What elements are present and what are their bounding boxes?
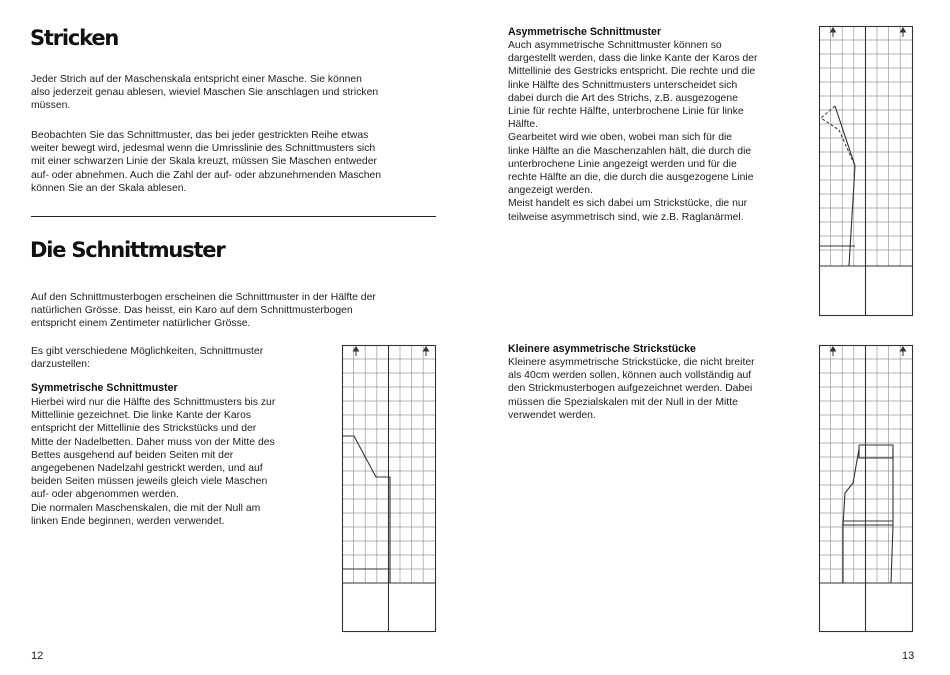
small-asymmetric-pattern-diagram	[819, 345, 914, 632]
page-left	[30, 26, 118, 50]
small-asymmetric-subheading: Kleinere asymmetrische Strickstücke	[508, 343, 696, 355]
schnittmuster-paragraph-2: Es gibt verschiedene Möglichkeiten, Schnittmuster darzustellen:	[31, 346, 264, 371]
page-number-left: 12	[31, 650, 44, 662]
arrow-up-icon	[831, 28, 906, 37]
arrow-up-icon	[831, 347, 906, 356]
symmetric-subheading: Symmetrische Schnittmuster	[31, 382, 178, 394]
page-right	[508, 26, 661, 39]
heading-schnittmuster: Die Schnittmuster	[30, 238, 225, 262]
symmetric-text: Hierbei wird nur die Hälfte des Schnittmusters bis zur Mittellinie gezeichnet. Die linke Kante der Karos entspricht der Mittellinie des Strickstücks und der Mitte der Nadelbetten. Daher muss von der Mitte des Bettes ausgehend auf beiden Seiten mit der angegebenen Nadelzahl gestrickt werden, und auf beiden Seiten müssen jeweils gleich viele Maschen auf- oder abgenommen werden. Die normalen Maschenskalen, die mit der Null am linken Ende beginnen, werden verwendet.	[31, 397, 276, 527]
asymmetric-text: Auch asymmetrische Schnittmuster können so dargestellt werden, dass die linke Kante der Karos der Mittellinie des Gestricks entspricht. Die rechte und die linke Hälfte des Schnittmusters unterscheidet sich dabei durch die Art des Strichs, z.B. ausgezogene Linie für rechte Hälfte, unterbrochene Linie für linke Hälfte. Gearbeitet wird wie oben, wobei man sich für die linke Hälfte an die Maschenzahlen hält, die durch die unterbrochene Linie angezeigt werden und für die rechte Hälfte an die, die durch die ausgezogene Linie angezeigt werden. Meist handelt es sich dabei um Strickstücke, die nur teilweise asymmetrisch sind, wie z.B. Raglanärmel.	[508, 40, 758, 223]
stricken-paragraph-1: Jeder Strich auf der Maschenskala entspricht einer Masche. Sie können also jederzeit genau ablesen, wieviel Maschen Sie anschlagen und stricken müssen.	[31, 74, 379, 112]
heading-stricken: Stricken	[30, 26, 119, 50]
stricken-paragraph-2: Beobachten Sie das Schnittmuster, das bei jeder gestrickten Reihe etwas weiter bewegt wird, jedesmal wenn die Umrisslinie des Schnittmusters sich mit einer schwarzen Linie der Skala kreuzt, müssen Sie Maschen entweder auf- oder abnehmen. Auch die Zahl der auf- oder abzunehmenden Maschen können Sie an der Skala ablesen.	[31, 130, 382, 194]
symmetric-pattern-diagram	[342, 345, 437, 632]
section-divider	[31, 216, 436, 217]
arrow-up-icon	[354, 347, 429, 356]
asymmetric-pattern-diagram	[819, 26, 914, 316]
page-number-right: 13	[902, 650, 915, 662]
schnittmuster-paragraph-1: Auf den Schnittmusterbogen erscheinen die Schnittmuster in der Hälfte der natürlichen Grösse. Das heisst, ein Karo auf dem Schnittmusterbogen entspricht einem Zentimeter natürlicher Grösse.	[31, 292, 376, 330]
asymmetric-subheading: Asymmetrische Schnittmuster	[508, 26, 662, 38]
small-asymmetric-text: Kleinere asymmetrische Strickstücke, die nicht breiter als 40cm werden sollen, können auch vollständig auf den Strickmusterbogen aufgezeichnet werden. Dabei müssen die Spezialskalen mit der Null in der Mitte verwendet werden.	[508, 357, 755, 421]
